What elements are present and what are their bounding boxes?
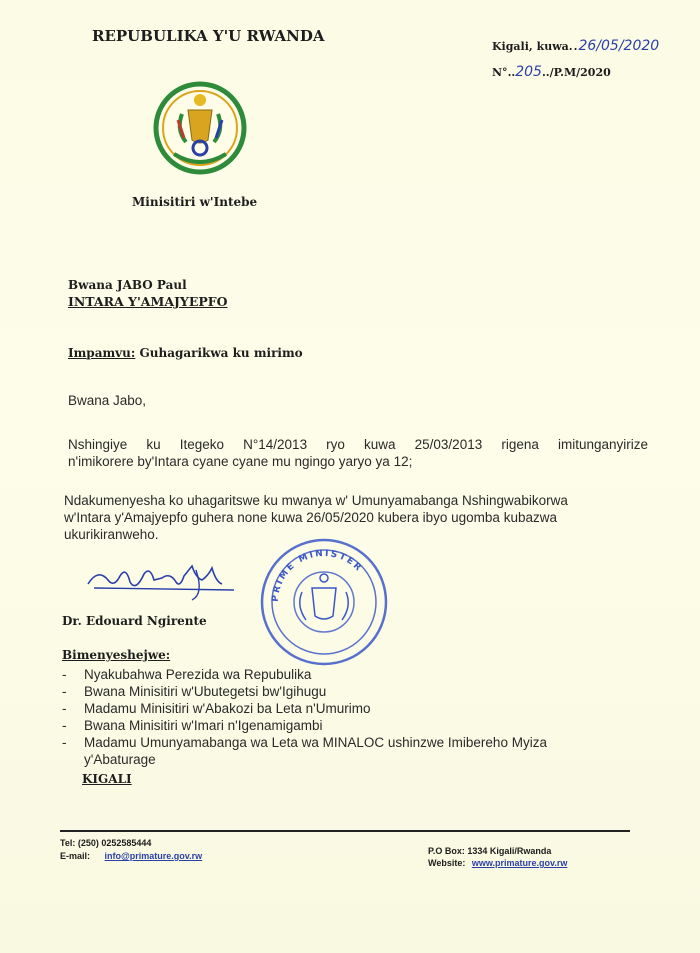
footer-pobox: P.O Box: 1334 Kigali/Rwanda: [428, 846, 552, 856]
paragraph-2-line-1: Ndakumenyesha ko uhagaritswe ku mwanya w' Umunyamabanga Nshingwabikorwa: [64, 493, 568, 508]
recipient-name: Bwana JABO Paul: [68, 278, 187, 292]
subject-label: Impamvu:: [68, 346, 136, 360]
paragraph-1: [68, 436, 648, 470]
signatory-name: Dr. Edouard Ngirente: [62, 614, 207, 628]
office-stamp-icon: [256, 536, 392, 668]
cc-item-continuation: y'Abaturage: [84, 752, 156, 767]
handwritten-date: 26/05/2020: [578, 38, 660, 54]
cc-item: - Madamu Umunyamabanga wa Leta wa MINALOC ushinzwe Imibereho Myiza: [62, 734, 648, 751]
rwanda-coat-of-arms-icon: [152, 80, 248, 176]
stamp-text: PRIME MINISTER: [270, 548, 365, 603]
footer-email-line: [60, 851, 202, 861]
svg-text:PRIME MINISTER: [271, 549, 364, 603]
ref-suffix: /P.M/2020: [549, 66, 611, 79]
footer-website-line: [428, 858, 567, 868]
paragraph-1-line-1: Nshingiye ku Itegeko N°14/2013 ryo kuwa 25/03/2013 rigena imitunganyirize: [68, 437, 648, 452]
paragraph-2-line-3: ukurikiranweho.: [64, 527, 159, 542]
cc-item: - Bwana Minisitiri w'Ubutegetsi bw'Igihugu: [62, 683, 648, 700]
paragraph-1-line-2: n'imikorere by'Intara cyane cyane mu ngingo yaryo ya 12;: [68, 454, 413, 469]
paragraph-2-line-2: w'Intara y'Amajyepfo guhera none kuwa 26/05/2020 kubera ibyo ugomba kubazwa: [64, 510, 557, 525]
republic-heading: REPUBULIKA Y'U RWANDA: [92, 27, 325, 45]
footer-website-label: Website:: [428, 858, 466, 868]
footer-tel: Tel: (250) 0252585444: [60, 838, 152, 848]
cc-item: - Madamu Minisitiri w'Abakozi ba Leta n'Umurimo: [62, 700, 648, 717]
reference-line: N°..205../P.M/2020: [492, 64, 611, 80]
handwritten-ref: 205: [515, 64, 542, 80]
cc-city: KIGALI: [82, 772, 132, 786]
salutation: Bwana Jabo,: [68, 393, 147, 408]
date-prefix: Kigali, kuwa: [492, 40, 569, 53]
subject-line: [68, 346, 303, 360]
footer-email-link[interactable]: info@primature.gov.rw: [104, 851, 203, 861]
recipient-province: INTARA Y'AMAJYEPFO: [68, 294, 228, 309]
subject-text: Guhagarikwa ku mirimo: [139, 346, 303, 360]
ref-prefix: N°: [492, 66, 508, 79]
date-line: Kigali, kuwa..26/05/2020: [492, 38, 660, 54]
signature-icon: [84, 558, 244, 606]
footer-divider: [60, 830, 630, 832]
footer-email-label: E-mail:: [60, 851, 91, 861]
footer-website-link[interactable]: www.primature.gov.rw: [471, 858, 568, 868]
office-name: Minisitiri w'Intebe: [132, 195, 258, 209]
cc-item: - Nyakubahwa Perezida wa Repubulika: [62, 666, 648, 683]
cc-item: - Bwana Minisitiri w'Imari n'Igenamigambi: [62, 717, 648, 734]
cc-label: Bimenyeshejwe:: [62, 648, 171, 662]
cc-list: [62, 666, 648, 768]
